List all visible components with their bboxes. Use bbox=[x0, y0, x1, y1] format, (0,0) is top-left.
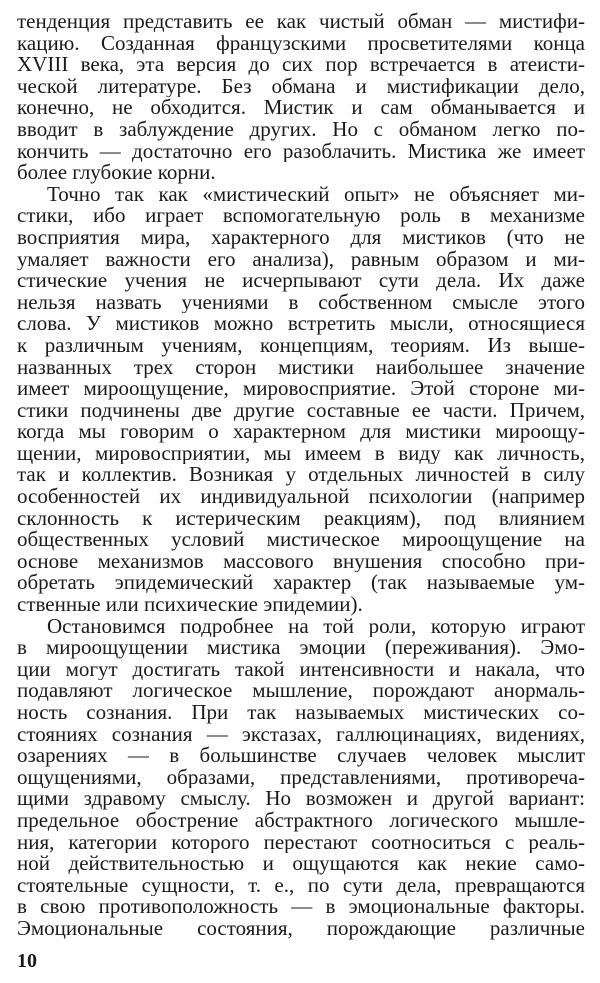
paragraph bbox=[17, 11, 585, 184]
text-line: кацию. Созданная французскими просветителями конца bbox=[17, 32, 585, 55]
paragraph bbox=[17, 184, 585, 616]
text-line: стоятельные сущности, т. е., по сути дела, превращаются bbox=[17, 874, 585, 897]
text-line: озарениях — в большинстве случаев человек мыслит bbox=[17, 745, 585, 767]
text-line: ния, категории которого перестают соотноситься с реаль- bbox=[17, 831, 585, 854]
text-line: предельное обострение абстрактного логического мышле- bbox=[17, 809, 585, 832]
text-line: в свою противоположность — в эмоциональные факторы. bbox=[17, 896, 585, 918]
text-line: ощущениями, образами, представлениями, противореча- bbox=[17, 766, 585, 789]
text-line: обретать эпидемический характер (так называемые ум- bbox=[17, 572, 585, 595]
text-line: стики подчинены две другие составные ее части. Причем, bbox=[17, 399, 585, 422]
text-line: восприятия мира, характерного для мистиков (что не bbox=[17, 226, 585, 249]
text-line: кончить — достаточно его разоблачить. Мистика же имеет bbox=[17, 140, 585, 163]
text-line: имеет мироощущение, мировосприятие. Этой стороне ми- bbox=[17, 378, 585, 400]
text-line: ность сознания. При так называемых мистических со- bbox=[17, 702, 585, 724]
text-line: более глубокие корни. bbox=[17, 162, 216, 184]
text-line: конечно, не обходится. Мистик и сам обманывается и bbox=[17, 97, 585, 119]
text-line: основе механизмов массового внушения способно при- bbox=[17, 550, 585, 573]
text-line: общественных условий мистическое мироощущение на bbox=[17, 529, 585, 551]
text-line: названных трех сторон мистики наибольшее значение bbox=[17, 356, 585, 379]
paragraph bbox=[17, 616, 585, 940]
text-line: Эмоциональные состояния, порождающие различные bbox=[17, 917, 585, 940]
text-line: в мироощущении мистика эмоции (переживания). Эмо- bbox=[17, 637, 585, 659]
text-line: вводит в заблуждение других. Но с обманом легко по- bbox=[17, 118, 585, 141]
text-line: щими здравому смыслу. Но возможен и другой вариант: bbox=[17, 788, 585, 810]
text-line: щении, мировосприятии, мы имеем в виду как личность, bbox=[17, 442, 585, 465]
text-line: подавляют логическое мышление, порождают анормаль- bbox=[17, 680, 585, 702]
text-line: ственные или психические эпидемии). bbox=[17, 594, 363, 616]
text-line: к различным учениям, концепциям, теориям. Из выше- bbox=[17, 334, 585, 357]
text-line: слова. У мистиков можно встретить мысли, относящиеся bbox=[17, 313, 585, 335]
text-line: ной действительностью и ощущаются как некие само- bbox=[17, 853, 585, 875]
page-body bbox=[17, 11, 585, 940]
text-line: Точно так как «мистический опыт» не объясняет ми- bbox=[47, 183, 585, 206]
text-line: умаляет важности его анализа), равным образом и ми- bbox=[17, 248, 585, 271]
text-line: стояниях сознания — экстазах, галлюцинациях, видениях, bbox=[17, 723, 585, 746]
text-line: особенностей их индивидуальной психологии (например bbox=[17, 486, 585, 508]
text-line: склонность к истерическим реакциям), под влиянием bbox=[17, 507, 585, 530]
text-line: тенденция представить ее как чистый обман — мистифи- bbox=[17, 11, 585, 33]
text-line: когда мы говорим о характерном для мистики мироощу- bbox=[17, 421, 585, 443]
text-line: стики, ибо играет вспомогательную роль в механизме bbox=[17, 205, 585, 227]
page-number: 10 bbox=[17, 950, 37, 972]
text-line: так и коллектив. Возникая у отдельных личностей в силу bbox=[17, 464, 585, 487]
text-line: XVIII века, эта версия до сих пор встречается в атеисти- bbox=[17, 54, 585, 76]
text-line: ции могут достигать такой интенсивности и накала, что bbox=[17, 658, 585, 681]
text-line: ческой литературе. Без обмана и мистификации дело, bbox=[17, 75, 585, 98]
text-line: нельзя назвать учениями в собственном смысле этого bbox=[17, 291, 585, 314]
text-line: Остановимся подробнее на той роли, которую играют bbox=[47, 615, 585, 638]
text-line: стические учения не исчерпывают сути дела. Их даже bbox=[17, 270, 585, 292]
